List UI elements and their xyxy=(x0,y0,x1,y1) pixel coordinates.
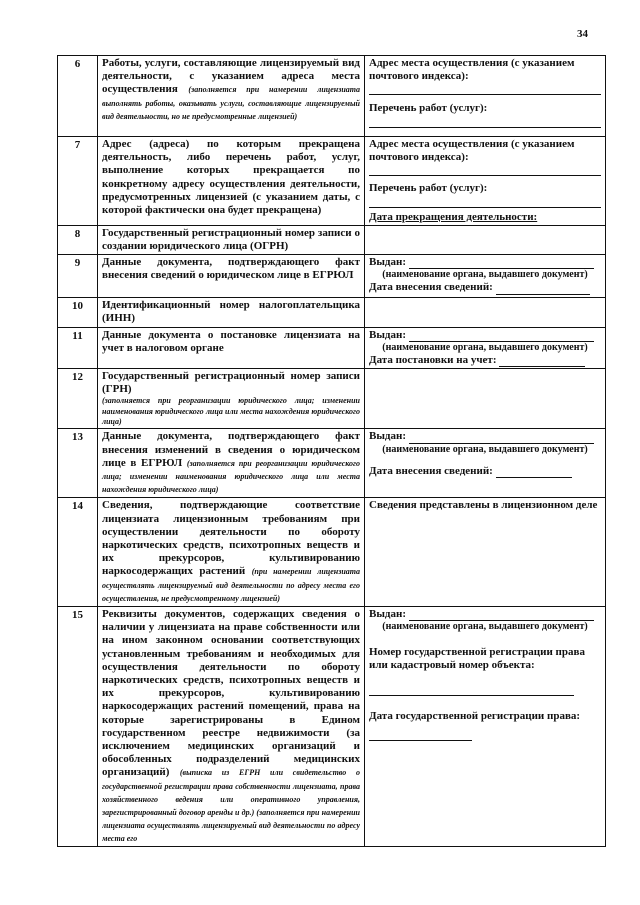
grn-field[interactable] xyxy=(365,369,606,429)
row-note: (заполняется при реорганизации юридического лица; изменении наименования юридического лица или места нахождения юридического лица) xyxy=(102,458,360,495)
registration-date-field[interactable] xyxy=(369,729,472,741)
row-note: (заполняется при намерении лицензиата выполнять работы, оказывать услуги, составляющие лицензируемый вид деятельности, но не предусмотренные лицензией) xyxy=(102,85,361,121)
row-number: 13 xyxy=(58,429,98,498)
registration-date-label: Дата государственной регистрации права: xyxy=(369,709,581,722)
issued-field[interactable] xyxy=(409,257,594,269)
license-form-table xyxy=(57,55,606,847)
issued-field[interactable] xyxy=(409,432,594,444)
row-description: Адрес (адреса) по которым прекращена деятельность, либо перечень работ, услуг, выполнение которых прекращается по конкретному адресу осуществления деятельности, предусмотренных лицензией (с указанием даты, с которой фактически она будет прекращена) xyxy=(98,137,365,226)
table-row xyxy=(58,498,606,607)
issued-caption: (наименование органа, выдавшего документ) xyxy=(382,269,588,281)
address-label: Адрес места осуществления (с указанием почтового индекса): xyxy=(369,138,575,164)
issued-label: Выдан: xyxy=(369,256,406,269)
ogrn-field[interactable] xyxy=(365,225,606,254)
row-description: Работы, услуги, составляющие лицензируемый вид деятельности, с указанием адреса места осуществления xyxy=(102,57,360,96)
row-note: (при намерении лицензиата осуществлять лицензируемый вид деятельности по адресу места его осуществления, не предусмотренному лицензией) xyxy=(102,567,360,603)
table-row xyxy=(58,606,606,846)
row-description: Реквизиты документов, содержащих сведения о наличии у лицензиата на праве собственности или на ином законном основании соответствующих установленным требованиям и необходимых для осуществления деятельности по обороту наркотических средств, психотропных веществ и их прекурсоров, культивированию наркосодержащих растений помещений, права на которые зарегистрированы в Едином государственном реестре недвижимости (за исключением медицинских организаций и обособленных подразделений медицинских организаций) xyxy=(102,607,360,779)
entry-date-field[interactable] xyxy=(496,283,590,295)
table-row xyxy=(58,429,606,498)
table-row xyxy=(58,298,606,327)
inn-field[interactable] xyxy=(365,298,606,327)
row-description: Идентификационный номер налогоплательщика (ИНН) xyxy=(98,298,365,327)
works-label: Перечень работ (услуг): xyxy=(369,102,488,115)
row-description: Государственный регистрационный номер записи (ГРН) xyxy=(102,370,360,396)
issued-label: Выдан: xyxy=(369,430,406,443)
row-number: 12 xyxy=(58,369,98,429)
address-label: Адрес места осуществления (с указанием почтового индекса): xyxy=(369,57,575,83)
table-row xyxy=(58,56,606,137)
row-description: Государственный регистрационный номер записи о создании юридического лица (ОГРН) xyxy=(98,225,365,254)
entry-date-label: Дата внесения сведений: xyxy=(369,281,493,294)
table-row xyxy=(58,255,606,298)
row-number: 8 xyxy=(58,225,98,254)
table-row xyxy=(58,137,606,226)
row-number: 11 xyxy=(58,327,98,368)
registration-number-field[interactable] xyxy=(369,684,574,696)
row-number: 14 xyxy=(58,498,98,607)
works-field[interactable] xyxy=(369,196,601,208)
table-row xyxy=(58,369,606,429)
works-field[interactable] xyxy=(369,116,601,128)
row-number: 7 xyxy=(58,137,98,226)
row-description: Данные документа, подтверждающего факт внесения изменений в сведения о юридическом лице в ЕГРЮЛ xyxy=(102,430,360,469)
issued-caption: (наименование органа, выдавшего документ) xyxy=(382,621,588,633)
termination-date-label: Дата прекращения деятельности: xyxy=(369,210,538,223)
works-label: Перечень работ (услуг): xyxy=(369,182,488,195)
row-description: Сведения, подтверждающие соответствие лицензиата лицензионным требованиям при осуществлении деятельности по обороту наркотических средств, психотропных веществ и их прекурсоров, культивированию наркосодержащих растений xyxy=(102,499,360,578)
page-number: 34 xyxy=(577,28,588,40)
entry-date-field[interactable] xyxy=(496,466,572,478)
table-row xyxy=(58,225,606,254)
issued-field[interactable] xyxy=(409,330,594,342)
address-field[interactable] xyxy=(369,83,601,95)
row-number: 6 xyxy=(58,56,98,137)
entry-date-label: Дата внесения сведений: xyxy=(369,464,493,477)
row-description: Данные документа о постановке лицензиата на учет в налоговом органе xyxy=(98,327,365,368)
registration-date-label: Дата постановки на учет: xyxy=(369,353,497,366)
license-file-text: Сведения представлены в лицензионном деле xyxy=(365,498,606,607)
row-number: 15 xyxy=(58,606,98,846)
table-row xyxy=(58,327,606,368)
issued-caption: (наименование органа, выдавшего документ) xyxy=(382,341,588,353)
row-description: Данные документа, подтверждающего факт внесения сведений о юридическом лице в ЕГРЮЛ xyxy=(98,255,365,298)
registration-date-field[interactable] xyxy=(499,355,585,367)
registration-number-label: Номер государственной регистрации права или кадастровый номер объекта: xyxy=(369,646,585,672)
issued-label: Выдан: xyxy=(369,607,406,620)
issued-caption: (наименование органа, выдавшего документ) xyxy=(382,443,588,455)
issued-field[interactable] xyxy=(409,609,594,621)
address-field[interactable] xyxy=(369,164,601,176)
row-note: (выписка из ЕГРН или свидетельство о государственной регистрации права собственности лицензиата, права хозяйственного ведения или оперативного управления, зарегистрированный договор аренды и др.) (заполняется при намерении лицензиата осуществлять лицензируемый вид деятельности по адресу места его xyxy=(102,768,360,844)
row-note: (заполняется при реорганизации юридического лица; изменении наименования юридического лица или места нахождения юридического лица) xyxy=(102,396,360,427)
row-number: 10 xyxy=(58,298,98,327)
row-number: 9 xyxy=(58,255,98,298)
issued-label: Выдан: xyxy=(369,328,406,341)
